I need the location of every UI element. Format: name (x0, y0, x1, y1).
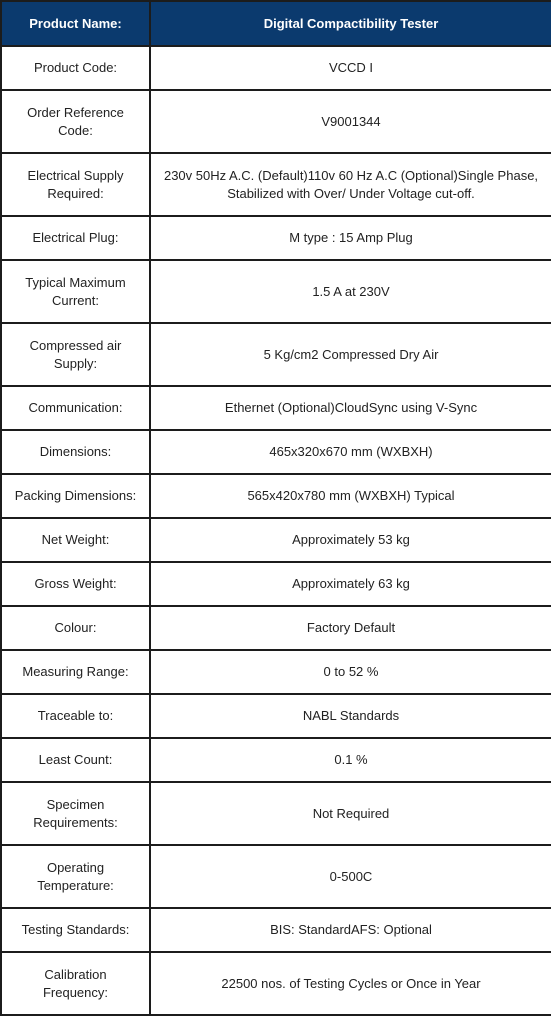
spec-value: 0 to 52 % (150, 650, 551, 694)
spec-value: 465x320x670 mm (WXBXH) (150, 430, 551, 474)
table-row (1, 952, 551, 1015)
spec-label: Operating Temperature: (1, 845, 150, 908)
spec-label: Typical Maximum Current: (1, 260, 150, 323)
spec-label: Gross Weight: (1, 562, 150, 606)
table-row (1, 738, 551, 782)
spec-label: Product Code: (1, 46, 150, 90)
table-row (1, 430, 551, 474)
spec-value: Factory Default (150, 606, 551, 650)
spec-label: Dimensions: (1, 430, 150, 474)
spec-value: 1.5 A at 230V (150, 260, 551, 323)
table-row (1, 46, 551, 90)
spec-value: Approximately 53 kg (150, 518, 551, 562)
spec-value: 22500 nos. of Testing Cycles or Once in Year (150, 952, 551, 1015)
spec-label: Communication: (1, 386, 150, 430)
spec-value: 0.1 % (150, 738, 551, 782)
table-row (1, 782, 551, 845)
table-row (1, 216, 551, 260)
spec-value: 0-500C (150, 845, 551, 908)
spec-label: Net Weight: (1, 518, 150, 562)
spec-value: 5 Kg/cm2 Compressed Dry Air (150, 323, 551, 386)
table-row (1, 908, 551, 952)
table-row (1, 260, 551, 323)
spec-label: Least Count: (1, 738, 150, 782)
spec-value: 565x420x780 mm (WXBXH) Typical (150, 474, 551, 518)
spec-value: M type : 15 Amp Plug (150, 216, 551, 260)
spec-label: Colour: (1, 606, 150, 650)
table-row (1, 90, 551, 153)
spec-label: Compressed air Supply: (1, 323, 150, 386)
spec-value: VCCD I (150, 46, 551, 90)
table-header-row (1, 1, 551, 46)
table-row (1, 650, 551, 694)
spec-label: Testing Standards: (1, 908, 150, 952)
spec-label: Traceable to: (1, 694, 150, 738)
spec-label: Electrical Supply Required: (1, 153, 150, 216)
spec-value: NABL Standards (150, 694, 551, 738)
spec-label: Specimen Requirements: (1, 782, 150, 845)
table-row (1, 562, 551, 606)
spec-label: Electrical Plug: (1, 216, 150, 260)
header-label: Product Name: (1, 1, 150, 46)
table-row (1, 518, 551, 562)
spec-label: Measuring Range: (1, 650, 150, 694)
spec-value: BIS: StandardAFS: Optional (150, 908, 551, 952)
spec-label: Calibration Frequency: (1, 952, 150, 1015)
table-row (1, 474, 551, 518)
spec-label: Packing Dimensions: (1, 474, 150, 518)
spec-value: V9001344 (150, 90, 551, 153)
table-row (1, 386, 551, 430)
spec-value: 230v 50Hz A.C. (Default)110v 60 Hz A.C (Optional)Single Phase, Stabilized with Over/ Under Voltage cut-off. (150, 153, 551, 216)
spec-value: Ethernet (Optional)CloudSync using V-Sync (150, 386, 551, 430)
table-row (1, 323, 551, 386)
header-value: Digital Compactibility Tester (150, 1, 551, 46)
table-row (1, 153, 551, 216)
table-row (1, 845, 551, 908)
spec-value: Not Required (150, 782, 551, 845)
spec-label: Order Reference Code: (1, 90, 150, 153)
spec-value: Approximately 63 kg (150, 562, 551, 606)
table-row (1, 694, 551, 738)
table-row (1, 606, 551, 650)
